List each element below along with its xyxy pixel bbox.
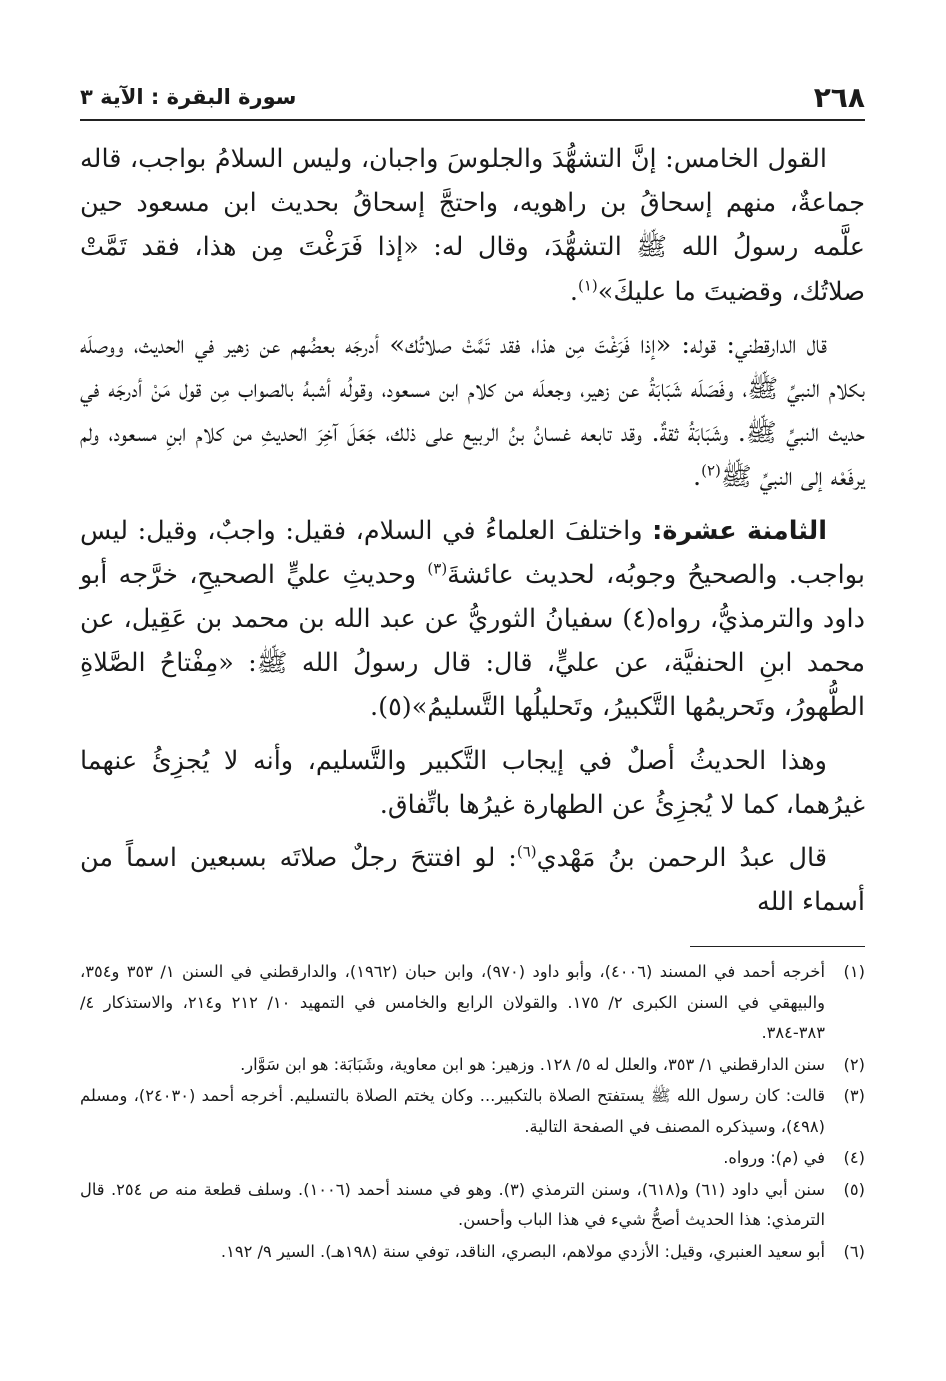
paragraph-tail: : لو افتتحَ رجلٌ صلاتَه بسبعين اسماً من أسماء الله xyxy=(80,843,865,918)
paragraph-text: وهذا الحديثُ أصلٌ في إيجاب التَّكبير والتَّسليم، وأنه لا يُجزِئُ عنهما غيرُهما، كما لا يُجزِئُ عن الطهارة غيرُها باتِّفاق. xyxy=(80,745,865,820)
footnote xyxy=(80,1175,865,1236)
page-number: ٢٦٨ xyxy=(813,81,865,114)
footnote-text: سنن أبي داود (٦١) و(٦١٨)، وسنن الترمذي (٣). وهو في مسند أحمد (١٠٠٦). وسلف قطعة منه ص ٢٥٤. قال الترمذي: هذا الحديث أصحُّ شيء في هذا الباب وأحسن. xyxy=(80,1179,825,1230)
paragraph xyxy=(80,739,865,827)
paragraph xyxy=(80,137,865,314)
paragraph-text: قال الدارقطني: قوله: «إذا فَرَغْتَ مِن هذا، فقد تَمَّتْ صلاتُك» أدرجَه بعضُهم عن زهير في الحديث، ووصلَه بكلام النبيِّ ﷺ، وفَصَلَه شَبَابَةُ عن زهير، وجعلَه من كلام ابن مسعود، وقولُه أشبهُ بالصواب مِن قول مَنْ أدرجَه في حديث النبيِّ ﷺ. وشَبَابَةُ ثقةٌ. وقد تابعه غسانُ بنُ الربيع على ذلك، جَعَلَ آخِرَ الحديثِ من كلام ابنِ مسعود، ولم يرفَعْه إلى النبيِّ ﷺ xyxy=(80,329,865,493)
footnotes xyxy=(80,957,865,1267)
section-heading: الثامنة عشرة: xyxy=(652,515,827,546)
book-page xyxy=(80,75,865,1268)
footnote xyxy=(80,1081,865,1142)
footnote xyxy=(80,1050,865,1081)
footnote-text: أخرجه أحمد في المسند (٤٠٠٦)، وأبو داود (٩٧٠)، وابن حبان (١٩٦٢)، والدارقطني في السنن ١/ ٣٥٣ و٣٥٤، والبيهقي في السنن الكبرى ٢/ ١٧٥. والقولان الرابع والخامس في التمهيد ١٠/ ٢١٢ و٢١٤، والاستذكار ٤/ ٣٨٣-٣٨٤. xyxy=(80,962,826,1043)
footnote-text: سنن الدارقطني ١/ ٣٥٣، والعلل له ٥/ ١٢٨. وزهير: هو ابن معاوية، وشَبَابَة: هو ابن سَوَّار. xyxy=(240,1054,825,1074)
footnote-text: في (م): ورواه. xyxy=(723,1148,825,1168)
footnote-number: (٦) xyxy=(843,1241,865,1261)
footnote-number: (١) xyxy=(843,962,865,982)
footnote-number: (٤) xyxy=(843,1148,865,1168)
paragraph xyxy=(80,323,865,500)
footnote-text: أبو سعيد العنبري، وقيل: الأزدي مولاهم، البصري، الناقد، توفي سنة (١٩٨هـ). السير ٩/ ١٩٢. xyxy=(220,1241,825,1261)
paragraph xyxy=(80,509,865,730)
footnote-number: (٥) xyxy=(843,1179,865,1199)
footnote-text: قالت: كان رسول الله ﷺ يستفتح الصلاة بالتكبير... وكان يختم الصلاة بالتسليم. أخرجه أحمد (٢٤٠٣٠)، ومسلم (٤٩٨)، وسيذكره المصنف في الصفحة التالية. xyxy=(80,1086,825,1136)
footnote-number: (٢) xyxy=(843,1054,865,1074)
footnote-ref: (٢) xyxy=(701,461,721,480)
running-title: سورة البقرة : الآية ٣ xyxy=(80,85,297,109)
paragraph-tail: وحديثِ عليٍّ الصحيحِ، خرَّجه أبو داود والترمذيُّ، رواه(٤) سفيانُ الثوريُّ عن عبد الله بن محمد بن عَقِيل، عن محمد ابنِ الحنفيَّة، عن عليٍّ، قال: قال رسولُ الله ﷺ: «مِفْتاحُ الصَّلاةِ الطُّهورُ، وتَحريمُها التَّكبيرُ، وتَحليلُها التَّسليمُ»(٥). xyxy=(80,559,865,723)
paragraph xyxy=(80,836,865,924)
footnote xyxy=(80,1143,865,1174)
main-text xyxy=(80,137,865,924)
paragraph-text: واختلفَ العلماءُ في السلام، فقيل: واجبٌ، وقيل: ليس بواجب. والصحيحُ وجوبُه، لحديث عائشةَ xyxy=(80,515,865,590)
footnote xyxy=(80,1237,865,1268)
page-header xyxy=(80,75,865,121)
footnote-ref: (٣) xyxy=(427,559,448,578)
paragraph-tail: . xyxy=(692,462,702,493)
footnote-ref: (٦) xyxy=(516,842,537,861)
paragraph-text: القول الخامس: إنَّ التشهُّدَ والجلوسَ واجبان، وليس السلامُ بواجب، قاله جماعةٌ، منهم إسحاقُ بن راهويه، واحتجَّ إسحاقُ بحديث ابن مسعود حين علَّمه رسولُ الله ﷺ التشهُّدَ، وقال له: «إذا فَرَغْتَ مِن هذا، فقد تَمَّتْ صلاتُك، وقضيتَ ما عليكَ» xyxy=(80,144,865,307)
footnote-number: (٣) xyxy=(843,1086,865,1106)
paragraph-tail: . xyxy=(569,276,578,307)
paragraph-text: قال عبدُ الرحمن بنُ مَهْدي xyxy=(536,843,828,874)
footnote-separator xyxy=(690,946,865,947)
footnote-ref: (١) xyxy=(577,276,598,295)
footnote xyxy=(80,957,865,1049)
